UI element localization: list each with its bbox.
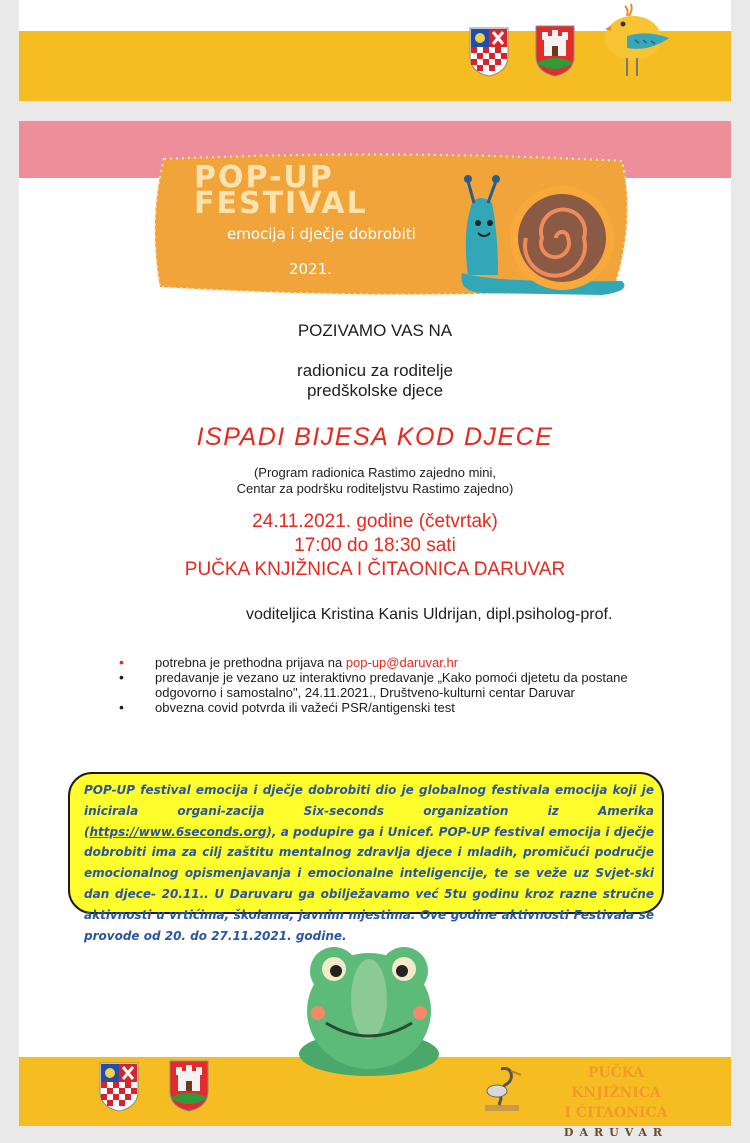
invitation-page <box>19 121 731 1139</box>
banner-title-line2: FESTIVAL <box>194 186 368 221</box>
list-item <box>119 655 679 670</box>
registration-email-link[interactable]: pop-up@daruvar.hr <box>345 655 459 670</box>
bullet-icon: • <box>119 669 124 685</box>
lecture-note-line1: predavanje je vezano uz interaktivno predavanje „Kako pomoći djetetu da postane <box>155 670 628 685</box>
bullet-icon: • <box>119 699 124 715</box>
sixseconds-link[interactable]: https://www.6seconds.org <box>89 824 267 839</box>
info-text-part2: ), a podupire ga i Unicef. POP-UP festival emocija i dječje dobrobiti ima za cilj zaštitu mentalnog zdravlja djece i mladih, promičući područje emocionalnog opismenjavanja i emocionalne inteligencije, te se veže uz Svjet-ski dan djece- 20.11.. U Daruvaru ga obilježavamo već 5tu godinu kroz razne stručne aktivnosti u vrtićima, školama, javnim mjestima. Ove godine aktivnosti Festivala se provode od 20. do 27.11.2021. godine. <box>84 824 654 943</box>
event-title: ISPADI BIJESA KOD DJECE <box>196 423 554 451</box>
festival-banner <box>152 149 632 297</box>
library-logo-text <box>541 1063 691 1143</box>
town-crest-icon <box>168 1059 210 1113</box>
library-stork-icon <box>479 1059 523 1115</box>
snail-mascot-icon <box>452 163 632 293</box>
county-crest-icon <box>468 26 510 78</box>
event-date: 24.11.2021. godine (četvrtak) <box>252 511 498 532</box>
library-logo-line3: DARUVAR <box>563 1126 669 1139</box>
town-crest-icon <box>534 24 576 78</box>
banner-subtitle: emocija i dječje dobrobiti <box>227 225 416 243</box>
list-item <box>119 700 679 715</box>
workshop-line1: radionicu za roditelje <box>297 361 453 380</box>
workshop-line2: predškolske djece <box>306 381 444 400</box>
bird-mascot-icon <box>597 0 672 80</box>
program-line1: (Program radionica Rastimo zajedno mini, <box>253 465 497 480</box>
library-logo-line2: I ČITAONICA <box>564 1105 668 1121</box>
banner-title-line1: POP-UP <box>194 160 334 195</box>
banner-year: 2021. <box>289 260 332 278</box>
invite-heading: POZIVAMO VAS NA <box>297 321 453 340</box>
frog-mascot-icon <box>284 939 454 1079</box>
info-text-part1: POP-UP festival emocija i dječje dobrobiti dio je globalnog festivala emocija koji je inicirala organi-zacija Six-seconds organization iz Amerika ( <box>84 783 654 839</box>
registration-note: potrebna je prethodna prijava na <box>155 655 346 670</box>
workshop-leader: voditeljica Kristina Kanis Uldrijan, dipl.psiholog-prof. <box>246 606 613 623</box>
festival-info-box <box>68 772 664 943</box>
notes-list <box>119 655 679 715</box>
lecture-note-line2: odgovorno i samostalno", 24.11.2021., Društveno-kulturni centar Daruvar <box>155 685 575 700</box>
county-crest-icon <box>98 1061 140 1113</box>
list-item <box>119 670 679 700</box>
event-venue: PUČKA KNJIŽNICA I ČITAONICA DARUVAR <box>184 559 566 580</box>
covid-note: obvezna covid potvrda ili važeći PSR/antigenski test <box>155 700 455 715</box>
bullet-icon: • <box>119 654 124 670</box>
program-line2: Centar za podršku roditeljstvu Rastimo zajedno) <box>236 481 514 496</box>
event-time: 17:00 do 18:30 sati <box>294 535 456 556</box>
previous-page <box>19 0 731 101</box>
library-logo-line1: PUČKA KNJIŽNICA <box>571 1065 661 1101</box>
